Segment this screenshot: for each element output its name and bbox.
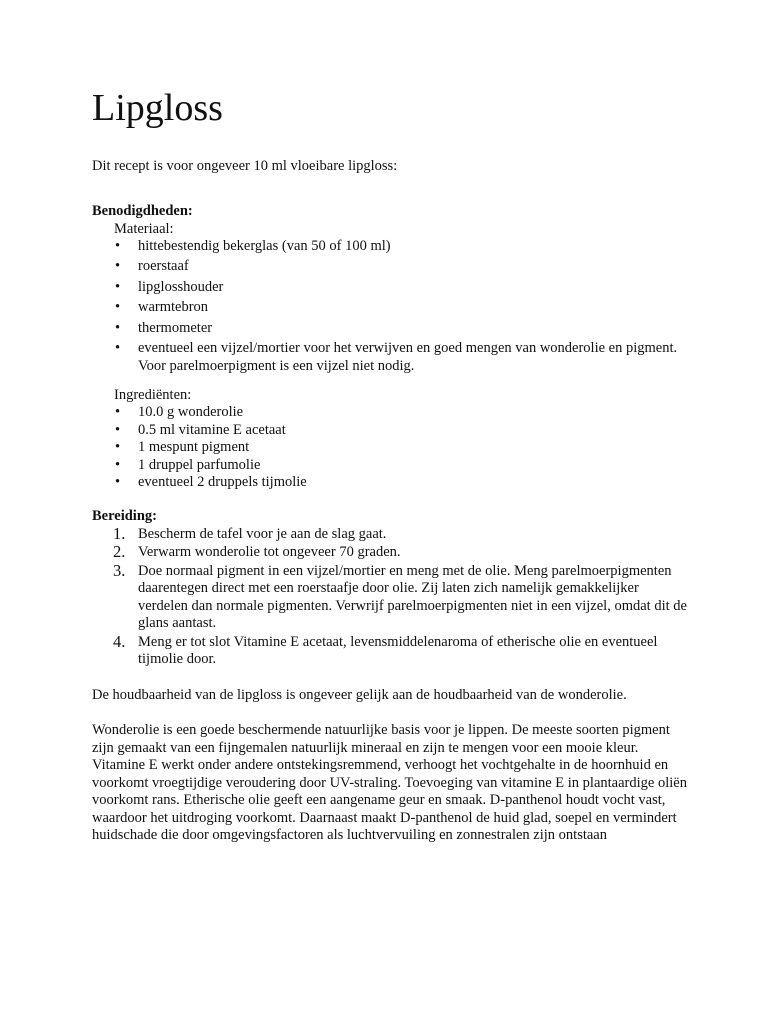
bullet-icon: • [115, 456, 121, 473]
bullet-icon: • [115, 237, 121, 254]
intro-text: Dit recept is voor ongeveer 10 ml vloeibare lipgloss: [92, 158, 398, 174]
houdbaarheid-paragraph: De houdbaarheid van de lipgloss is ongeveer gelijk aan de houdbaarheid van de wonderolie. [92, 686, 627, 703]
list-item: • warmtebron [115, 299, 209, 315]
step-item: 2. Verwarm wonderolie tot ongeveer 70 graden. [113, 542, 401, 561]
step-item: 1. Bescherm de tafel voor je aan de slag gaat. [113, 523, 387, 543]
bullet-icon: • [115, 299, 121, 315]
list-item: • eventueel 2 druppels tijmolie [115, 474, 307, 490]
bereiding-heading: Bereiding: [92, 507, 157, 524]
bereiding-steps [92, 523, 692, 669]
bullet-icon: • [115, 340, 121, 356]
ingredienten-label: Ingrediënten: [114, 387, 192, 403]
list-item: • thermometer [115, 319, 213, 336]
step-number: 4. [113, 631, 126, 651]
step-item: 3. Doe normaal pigment in een vijzel/mortier en meng met de olie. Meng parelmoerpigmenten daarentegen direct met een roerstaafje door olie. Zij laten zich namelijk gemakkelijker verdelen dan normale pigmenten. Verwrijf parelmoerpigmenten niet in een vijzel, omdat dit de glans aantast. [113, 560, 687, 631]
bullet-icon: • [115, 319, 121, 336]
document-page [92, 82, 692, 845]
ingredienten-list [92, 404, 692, 492]
list-item: • 1 druppel parfumolie [115, 456, 261, 473]
step-number: 1. [113, 523, 126, 543]
step-item: 4. Meng er tot slot Vitamine E acetaat, levensmiddelenaroma of etherische olie en eventueel tijmolie door. [113, 631, 658, 667]
bullet-icon: • [115, 258, 121, 274]
materiaal-list [92, 238, 692, 376]
bullet-icon: • [115, 404, 121, 420]
document-title: Lipgloss [92, 87, 223, 129]
list-item: • 0.5 ml vitamine E acetaat [115, 421, 286, 438]
bullet-icon: • [115, 439, 121, 455]
benodigdheden-heading: Benodigdheden: [92, 202, 193, 219]
step-number: 3. [113, 560, 126, 580]
wonderolie-paragraph: Wonderolie is een goede beschermende natuurlijke basis voor je lippen. De meeste soorten pigment zijn gemaakt van een fijngemalen natuurlijk mineraal en zijn te mengen voor een mooie kleur. Vitamine E werkt onder andere ontstekingsremmend, verhoogt het vochtgehalte in de hoornhuid en voorkomt vroegtijdige veroudering door UV-straling. Toevoeging van vitamine E in plantaardige oliën voorkomt rans. Etherische olie geeft een aangename geur en smaak. D-panthenol houdt vocht vast, waardoor het uitdroging voorkomt. Daarnaast maakt D-panthenol de huid glad, soepel en vermindert huidschade die door omgevingsfactoren als luchtvervuiling en zonnestralen zijn ontstaan [92, 722, 687, 843]
bullet-icon: • [115, 474, 121, 490]
step-number: 2. [113, 542, 126, 561]
list-item: • eventueel een vijzel/mortier voor het verwijven en goed mengen van wonderolie en pigment. Voor parelmoerpigment is een vijzel niet nodig. [115, 340, 678, 374]
bullet-icon: • [115, 421, 121, 438]
list-item: • roerstaaf [115, 258, 189, 274]
list-item: • 10.0 g wonderolie [115, 404, 244, 420]
bullet-icon: • [115, 278, 121, 295]
materiaal-label: Materiaal: [114, 220, 174, 237]
list-item: • 1 mespunt pigment [115, 439, 250, 455]
list-item: • lipglosshouder [115, 278, 224, 295]
list-item: • hittebestendig bekerglas (van 50 of 100 ml) [115, 237, 391, 254]
